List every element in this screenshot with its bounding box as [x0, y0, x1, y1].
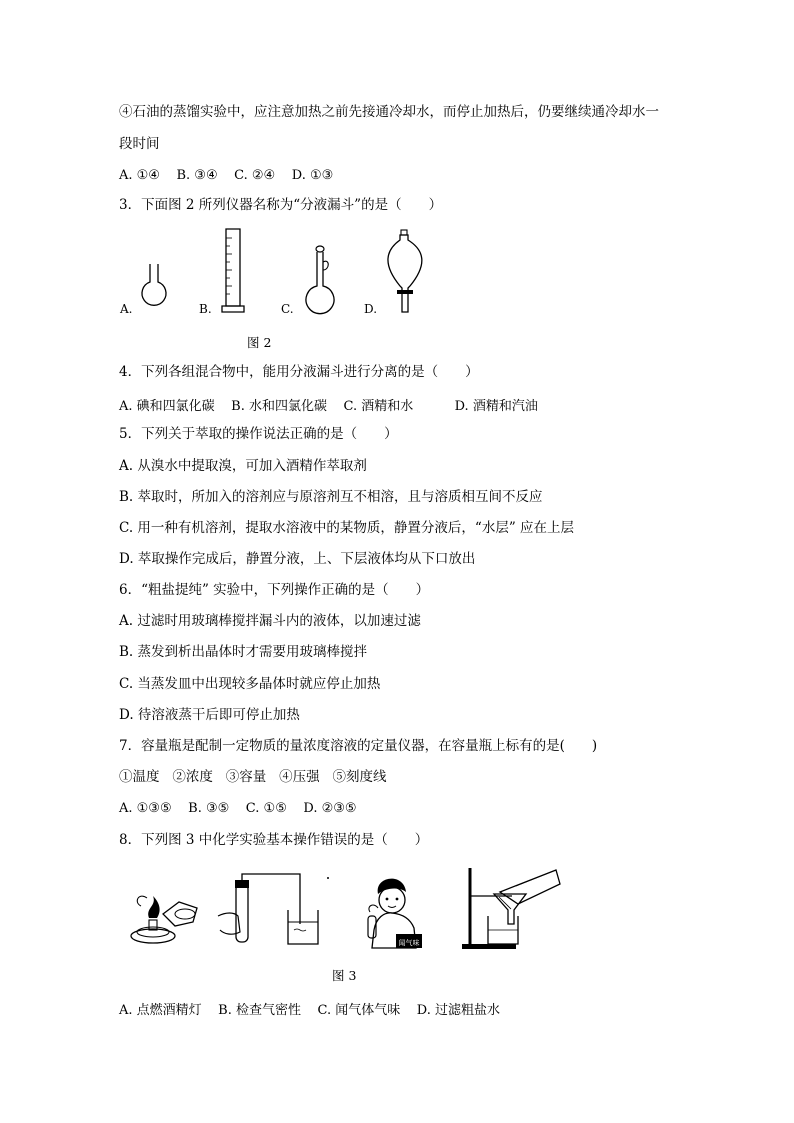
fig2-label-c: C. — [281, 302, 294, 316]
fig3-person-badge: 闻气味 — [398, 939, 420, 947]
air-tightness-check-icon — [214, 870, 326, 952]
filtration-setup-icon — [460, 864, 562, 952]
q2-statement-4-cont: 段时间 — [119, 136, 160, 152]
fig3-caption: 图 3 — [332, 968, 357, 983]
volumetric-flask-icon — [300, 244, 340, 316]
fig2-label-a: A. — [120, 302, 133, 316]
q4-options: A. 碘和四氯化碳 B. 水和四氯化碳 C. 酒精和水 D. 酒精和汽油 — [119, 399, 538, 414]
q5-option-a: A. 从溴水中提取溴，可加入酒精作萃取剂 — [119, 458, 367, 474]
q5-option-b: B. 萃取时，所加入的溶剂应与原溶剂互不相溶，且与溶质相互间不反应 — [119, 489, 543, 505]
q6-option-c: C. 当蒸发皿中出现较多晶体时就应停止加热 — [119, 676, 381, 692]
alcohol-lamp-lighting-icon — [127, 888, 207, 950]
q5-stem: 5．下列关于萃取的操作说法正确的是（ ） — [119, 426, 398, 442]
graduated-cylinder-icon — [216, 226, 254, 316]
q7-options: A. ①③⑤ B. ③⑤ C. ①⑤ D. ②③⑤ — [119, 801, 357, 816]
q3-stem: 3．下面图 2 所列仪器名称为“分液漏斗”的是（ ） — [119, 197, 443, 213]
q6-option-a: A. 过滤时用玻璃棒搅拌漏斗内的液体，以加速过滤 — [119, 613, 421, 629]
q6-option-d: D. 待溶液蒸干后即可停止加热 — [119, 707, 300, 723]
q5-option-c: C. 用一种有机溶剂，提取水溶液中的某物质，静置分液后，“水层” 应在上层 — [119, 520, 575, 536]
q2-statement-4: ④石油的蒸馏实验中，应注意加热之前先接通冷却水，而停止加热后，仍要继续通冷却水一 — [119, 104, 659, 120]
fig2-caption: 图 2 — [247, 335, 272, 350]
stray-dot — [326, 876, 330, 880]
q7-stem: 7．容量瓶是配制一定物质的量浓度溶液的定量仪器，在容量瓶上标有的是( ) — [119, 738, 598, 754]
q2-options: A. ①④ B. ③④ C. ②④ D. ①③ — [119, 168, 334, 183]
q7-items: ①温度 ②浓度 ③容量 ④压强 ⑤刻度线 — [119, 769, 387, 785]
q6-stem: 6．“粗盐提纯” 实验中，下列操作正确的是（ ） — [119, 582, 430, 598]
q4-stem: 4．下列各组混合物中，能用分液漏斗进行分离的是（ ） — [119, 364, 479, 380]
q5-option-d: D. 萃取操作完成后，静置分液，上、下层液体均从下口放出 — [119, 551, 476, 567]
q6-option-b: B. 蒸发到析出晶体时才需要用玻璃棒搅拌 — [119, 644, 368, 660]
fig2-label-d: D. — [364, 302, 378, 316]
q8-options: A. 点燃酒精灯 B. 检查气密性 C. 闻气体气味 D. 过滤粗盐水 — [119, 1003, 501, 1018]
round-bottom-flask-icon — [134, 262, 174, 314]
separatory-funnel-icon — [380, 228, 432, 318]
fig2-label-b: B. — [199, 302, 212, 316]
q8-stem: 8．下列图 3 中化学实验基本操作错误的是（ ） — [119, 832, 429, 848]
smelling-gas-icon — [356, 872, 428, 952]
